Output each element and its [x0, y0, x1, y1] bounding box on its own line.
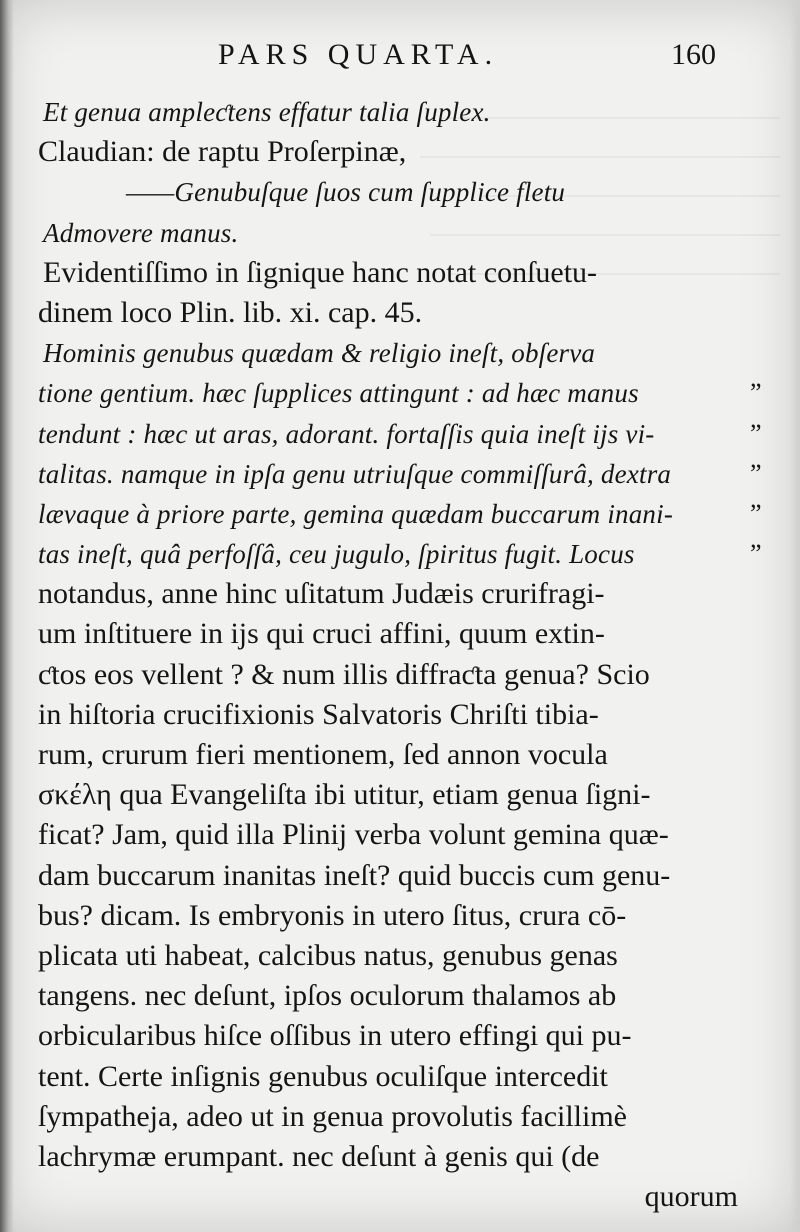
text-line: tione gentium. hæc ſupplices attingunt : ad hæc manus ” — [38, 373, 738, 413]
text-line: ficat? Jam, quid illa Plinij verba volunt gemina quæ- — [38, 818, 669, 852]
text-line: Claudian: de raptu Proſerpinæ, — [38, 135, 407, 169]
margin-quote-mark: ” — [750, 378, 762, 408]
page-gutter-shadow — [0, 0, 14, 1232]
page-number: 160 — [671, 38, 716, 71]
text-line: tangens. nec deſunt, ipſos oculorum thalamos ab — [38, 979, 617, 1013]
margin-quote-mark: ” — [750, 458, 762, 488]
text-line: notandus, anne hinc uſitatum Judæis crurifragi- — [38, 577, 605, 611]
page-header — [0, 0, 800, 90]
text-line: rum, crurum fieri mentionem, ſed annon vocula — [38, 738, 608, 771]
text-line: ƈtos eos vellent ? & num illis diffraƈta genua? Scio — [38, 657, 650, 691]
text-line: tas ineſt, quâ perfoſſâ, ceu jugulo, ſpiritus fugit. Locus ” — [38, 534, 738, 574]
text-line: tendunt : hæc ut aras, adorant. fortaſſis quia ineſt ijs vi- ” — [38, 414, 738, 454]
text-line: Hominis genubus quædam & religio ineſt, obſerva — [43, 338, 596, 369]
text-line: lævaque à priore parte, gemina quædam buccarum inani- ” — [38, 494, 738, 534]
text-line: Et genua ampleƈtens effatur talia ſuplex. — [43, 97, 491, 127]
text-line: dinem loco Plin. lib. xi. cap. 45. — [38, 295, 423, 329]
text-line: talitas. namque in ipſa genu utriuſque commiſſurâ, dextra ” — [38, 454, 738, 494]
body-text — [38, 92, 762, 1217]
catchword: quorum — [644, 1180, 738, 1214]
text-line: orbicularibus hiſce oſſibus in utero effingi qui pu- — [38, 1019, 632, 1053]
text-line: plicata uti habeat, calcibus natus, genubus genas — [38, 938, 618, 972]
margin-quote-mark: ” — [750, 498, 762, 528]
text-line: σκέλη qua Evangeliſta ibi utitur, etiam genua ſigni- — [38, 778, 651, 812]
text-line: Evidentiſſimo in ſignique hanc notat conſuetu- — [43, 255, 598, 289]
margin-quote-mark: ” — [750, 539, 762, 569]
text-line: lachrymæ erumpant. nec deſunt à genis qui (de — [38, 1139, 600, 1173]
text-line: in hiſtoria crucifixionis Salvatoris Chriſti tibia- — [38, 697, 599, 731]
text-line: dam buccarum inanitas ineſt? quid buccis cum genu- — [38, 858, 671, 892]
running-head: PARS QUARTA. — [218, 38, 499, 71]
page-edge — [790, 0, 800, 1232]
text-line: tent. Certe inſignis genubus oculiſque intercedit — [38, 1059, 608, 1093]
text-line: ſympatheja, adeo ut in genua provolutis facillimè — [38, 1099, 627, 1133]
margin-quote-mark: ” — [750, 418, 762, 448]
text-line: Admovere manus. — [43, 217, 239, 248]
text-line: ——Genubuſque ſuos cum ſupplice fletu — [126, 177, 566, 208]
text-line: bus? dicam. Is embryonis in utero ſitus, crura cō- — [38, 898, 627, 932]
text-line: um inſtituere in ijs qui cruci affini, quum extin- — [38, 617, 605, 651]
